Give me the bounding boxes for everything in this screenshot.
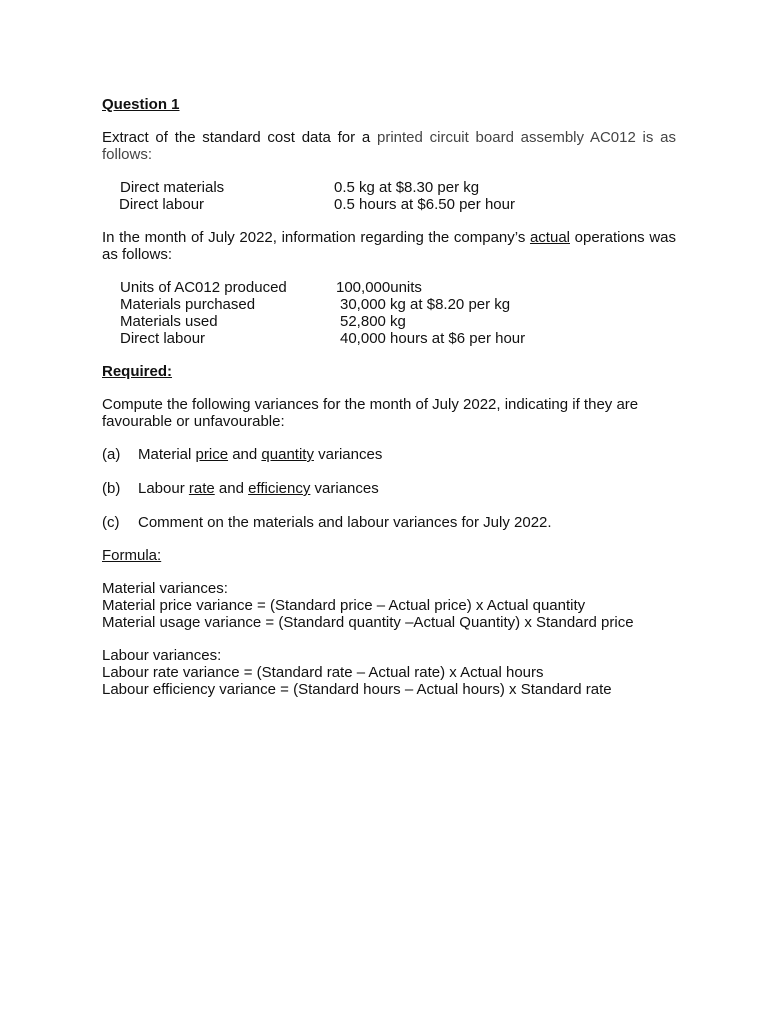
actual-label: Units of AC012 produced bbox=[120, 279, 287, 296]
standard-label: Direct labour bbox=[119, 196, 205, 213]
labour-heading: Labour variances: bbox=[102, 647, 222, 664]
actual-data-table bbox=[102, 279, 676, 347]
item-text bbox=[138, 446, 382, 463]
question-title: Question 1 bbox=[102, 96, 180, 113]
standard-value: 0.5 kg at $8.30 per kg bbox=[334, 179, 480, 196]
item-underlined: quantity bbox=[261, 446, 314, 463]
item-marker: (c) bbox=[102, 514, 120, 531]
actual-intro-after: operations was as follows: bbox=[102, 229, 676, 263]
item-text bbox=[138, 480, 379, 497]
standard-cost-table bbox=[102, 179, 676, 213]
labour-rate-formula: Labour rate variance = (Standard rate – Actual rate) x Actual hours bbox=[102, 664, 544, 681]
actual-row bbox=[102, 296, 676, 313]
item-marker: (a) bbox=[102, 446, 121, 463]
item-underlined: price bbox=[195, 446, 229, 463]
actual-row bbox=[102, 313, 676, 330]
intro-paragraph bbox=[102, 129, 676, 163]
item-text: Comment on the materials and labour variances for July 2022. bbox=[138, 514, 552, 531]
labour-formulas bbox=[102, 647, 676, 698]
required-heading: Required: bbox=[102, 363, 173, 380]
actual-value: 40,000 hours at $6 per hour bbox=[340, 330, 526, 347]
actual-value: 30,000 kg at $8.20 per kg bbox=[340, 296, 511, 313]
actual-label: Materials used bbox=[120, 313, 218, 330]
item-marker: (b) bbox=[102, 480, 121, 497]
actual-intro-text: In the month of July 2022, information regarding the company’s bbox=[102, 229, 530, 246]
actual-underlined: actual bbox=[529, 229, 570, 246]
formula-heading: Formula: bbox=[102, 547, 162, 564]
standard-label: Direct materials bbox=[120, 179, 225, 196]
item-underlined: efficiency bbox=[248, 480, 311, 497]
item-text-part: Material bbox=[138, 446, 196, 463]
required-item-a bbox=[102, 446, 676, 463]
actual-value: 100,000units bbox=[336, 279, 422, 296]
intro-after: follows: bbox=[102, 146, 153, 163]
material-heading: Material variances: bbox=[102, 580, 228, 597]
intro-highlight: printed circuit board assembly AC012 is as bbox=[377, 129, 676, 146]
standard-row-labour bbox=[102, 196, 676, 213]
material-price-formula: Material price variance = (Standard price – Actual price) x Actual quantity bbox=[102, 597, 586, 614]
item-text-part: Labour bbox=[138, 480, 189, 497]
actual-row bbox=[102, 279, 676, 296]
item-text-part: and bbox=[228, 446, 262, 463]
item-text-part: variances bbox=[310, 480, 379, 497]
standard-value: 0.5 hours at $6.50 per hour bbox=[334, 196, 515, 213]
material-formulas bbox=[102, 580, 676, 631]
labour-efficiency-formula: Labour efficiency variance = (Standard hours – Actual hours) x Standard rate bbox=[102, 681, 612, 698]
document-page bbox=[102, 96, 676, 698]
item-text-part: and bbox=[214, 480, 249, 497]
item-underlined: rate bbox=[188, 480, 215, 497]
actual-label: Materials purchased bbox=[120, 296, 256, 313]
intro-text: Extract of the standard cost data for a bbox=[102, 129, 377, 146]
actual-label: Direct labour bbox=[120, 330, 206, 347]
required-item-c bbox=[102, 514, 676, 531]
required-item-b bbox=[102, 480, 676, 497]
item-text-part: variances bbox=[313, 446, 383, 463]
material-usage-formula: Material usage variance = (Standard quantity –Actual Quantity) x Standard price bbox=[102, 614, 634, 631]
standard-row-materials bbox=[102, 179, 676, 196]
required-intro: Compute the following variances for the month of July 2022, indicating if they are favourable or unfavourable: bbox=[102, 396, 639, 430]
actual-intro-paragraph bbox=[102, 229, 676, 263]
actual-row bbox=[102, 330, 676, 347]
actual-value: 52,800 kg bbox=[340, 313, 406, 330]
